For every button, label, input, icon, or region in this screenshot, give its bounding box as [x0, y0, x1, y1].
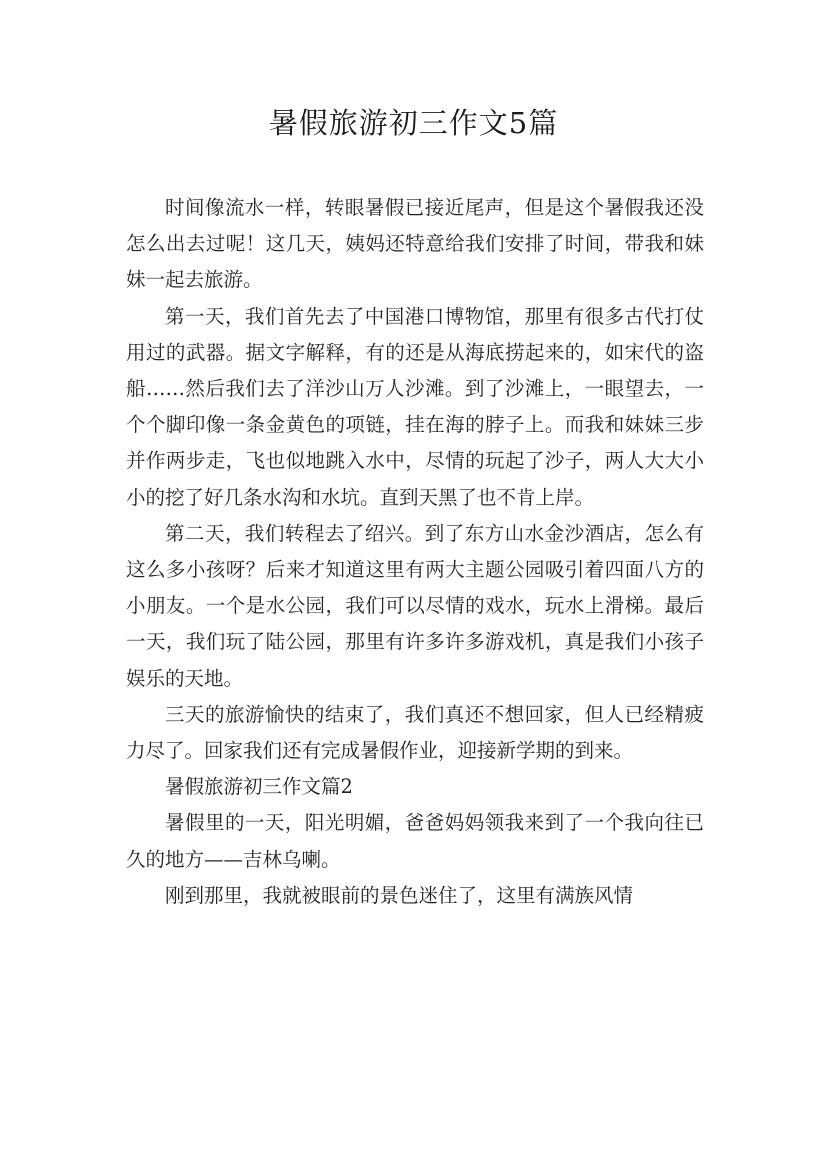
document-title: 暑假旅游初三作文5篇: [268, 106, 559, 140]
document-body: [126, 190, 704, 914]
section-heading: 暑假旅游初三作文篇2: [165, 775, 353, 799]
paragraph-6: 刚到那里，我就被眼前的景色迷住了，这里有满族风情: [165, 883, 634, 907]
paragraph-1: 时间像流水一样，转眼暑假已接近尾声，但是这个暑假我还没怎么出去过呢！这几天，姨妈还特意给我们安排了时间，带我和妹妹一起去旅游。: [126, 196, 704, 292]
paragraph-3: 第二天，我们转程去了绍兴。到了东方山水金沙酒店，怎么有这么多小孩呀？后来才知道这里有两大主题公园吸引着四面八方的小朋友。一个是水公园，我们可以尽情的戏水，玩水上滑梯。最后一天，我们玩了陆公园，那里有许多许多游戏机，真是我们小孩子娱乐的天地。: [126, 521, 704, 690]
paragraph-4: 三天的旅游愉快的结束了，我们真还不想回家，但人已经精疲力尽了。回家我们还有完成暑假作业，迎接新学期的到来。: [126, 702, 704, 763]
paragraph-2: 第一天，我们首先去了中国港口博物馆，那里有很多古代打仗用过的武器。据文字解释，有的还是从海底捞起来的，如宋代的盗船……然后我们去了洋沙山万人沙滩。到了沙滩上，一眼望去，一个个脚印像一条金黄色的项链，挂在海的脖子上。而我和妹妹三步并作两步走，飞也似地跳入水中，尽情的玩起了沙子，两人大大小小的挖了好几条水沟和水坑。直到天黑了也不肯上岸。: [126, 304, 704, 509]
paragraph-5: 暑假里的一天，阳光明媚，爸爸妈妈领我来到了一个我向往已久的地方——吉林乌喇。: [126, 811, 704, 871]
